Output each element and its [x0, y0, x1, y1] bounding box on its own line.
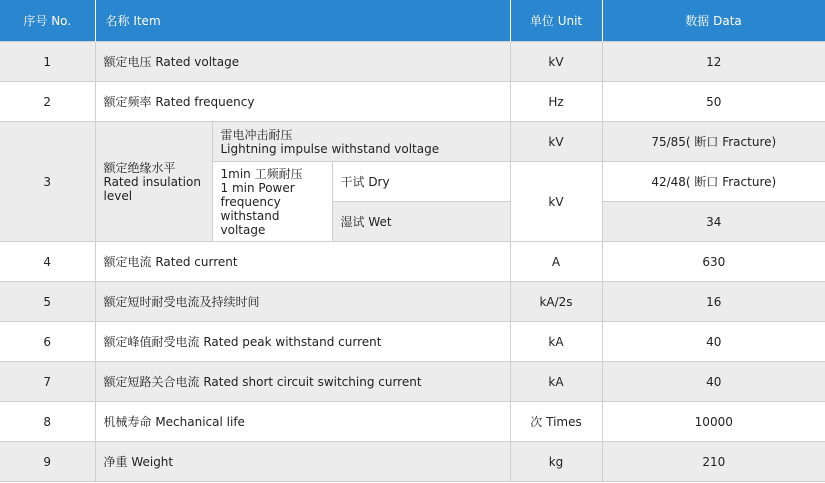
power-frequency-label — [212, 162, 332, 242]
header-no: 序号 No. — [0, 0, 95, 42]
table-row — [0, 322, 825, 362]
table-row-insulation — [0, 122, 825, 162]
row-data: 10000 — [602, 402, 825, 442]
row-no: 9 — [0, 442, 95, 482]
table-row — [0, 82, 825, 122]
row-no: 2 — [0, 82, 95, 122]
row-item: 额定电流 Rated current — [95, 242, 510, 282]
row-data: 40 — [602, 362, 825, 402]
lightning-data: 75/85( 断口 Fracture) — [602, 122, 825, 162]
dry-test-data: 42/48( 断口 Fracture) — [602, 162, 825, 202]
row-data: 630 — [602, 242, 825, 282]
row-no: 1 — [0, 42, 95, 82]
row-no: 6 — [0, 322, 95, 362]
row-no: 3 — [0, 122, 95, 242]
row-no: 5 — [0, 282, 95, 322]
header-unit: 单位 Unit — [510, 0, 602, 42]
table-row — [0, 442, 825, 482]
row-item: 额定频率 Rated frequency — [95, 82, 510, 122]
wet-test-data: 34 — [602, 202, 825, 242]
row-data: 210 — [602, 442, 825, 482]
insulation-level-label — [95, 122, 212, 242]
row-item: 额定峰值耐受电流 Rated peak withstand current — [95, 322, 510, 362]
lightning-impulse-en: Lightning impulse withstand voltage — [220, 141, 440, 156]
table-row — [0, 362, 825, 402]
power-frequency-cn: 1min 工频耐压 — [220, 166, 303, 181]
power-frequency-en: 1 min Power frequency withstand voltage — [220, 180, 295, 237]
table-row — [0, 402, 825, 442]
header-data: 数据 Data — [602, 0, 825, 42]
lightning-unit: kV — [510, 122, 602, 162]
row-no: 7 — [0, 362, 95, 402]
table-row — [0, 282, 825, 322]
row-unit: kV — [510, 42, 602, 82]
row-no: 4 — [0, 242, 95, 282]
power-frequency-unit: kV — [510, 162, 602, 242]
row-unit: A — [510, 242, 602, 282]
row-unit: kA/2s — [510, 282, 602, 322]
lightning-impulse-cn: 雷电冲击耐压 — [220, 127, 293, 142]
row-data: 12 — [602, 42, 825, 82]
row-unit: kg — [510, 442, 602, 482]
row-item: 额定电压 Rated voltage — [95, 42, 510, 82]
row-unit: kA — [510, 322, 602, 362]
row-item: 净重 Weight — [95, 442, 510, 482]
table-row — [0, 242, 825, 282]
insulation-level-cn: 额定绝缘水平 — [103, 160, 176, 175]
header-item: 名称 Item — [95, 0, 510, 42]
row-unit: Hz — [510, 82, 602, 122]
row-item: 额定短路关合电流 Rated short circuit switching current — [95, 362, 510, 402]
row-item: 额定短时耐受电流及持续时间 — [95, 282, 510, 322]
dry-test-label: 干试 Dry — [332, 162, 510, 202]
insulation-level-en: Rated insulation level — [103, 174, 201, 203]
row-unit: kA — [510, 362, 602, 402]
table-header-row — [0, 0, 825, 42]
row-no: 8 — [0, 402, 95, 442]
row-unit: 次 Times — [510, 402, 602, 442]
lightning-impulse-label — [212, 122, 510, 162]
row-item: 机械寿命 Mechanical life — [95, 402, 510, 442]
row-data: 16 — [602, 282, 825, 322]
row-data: 40 — [602, 322, 825, 362]
table-row — [0, 42, 825, 82]
wet-test-label: 湿试 Wet — [332, 202, 510, 242]
row-data: 50 — [602, 82, 825, 122]
